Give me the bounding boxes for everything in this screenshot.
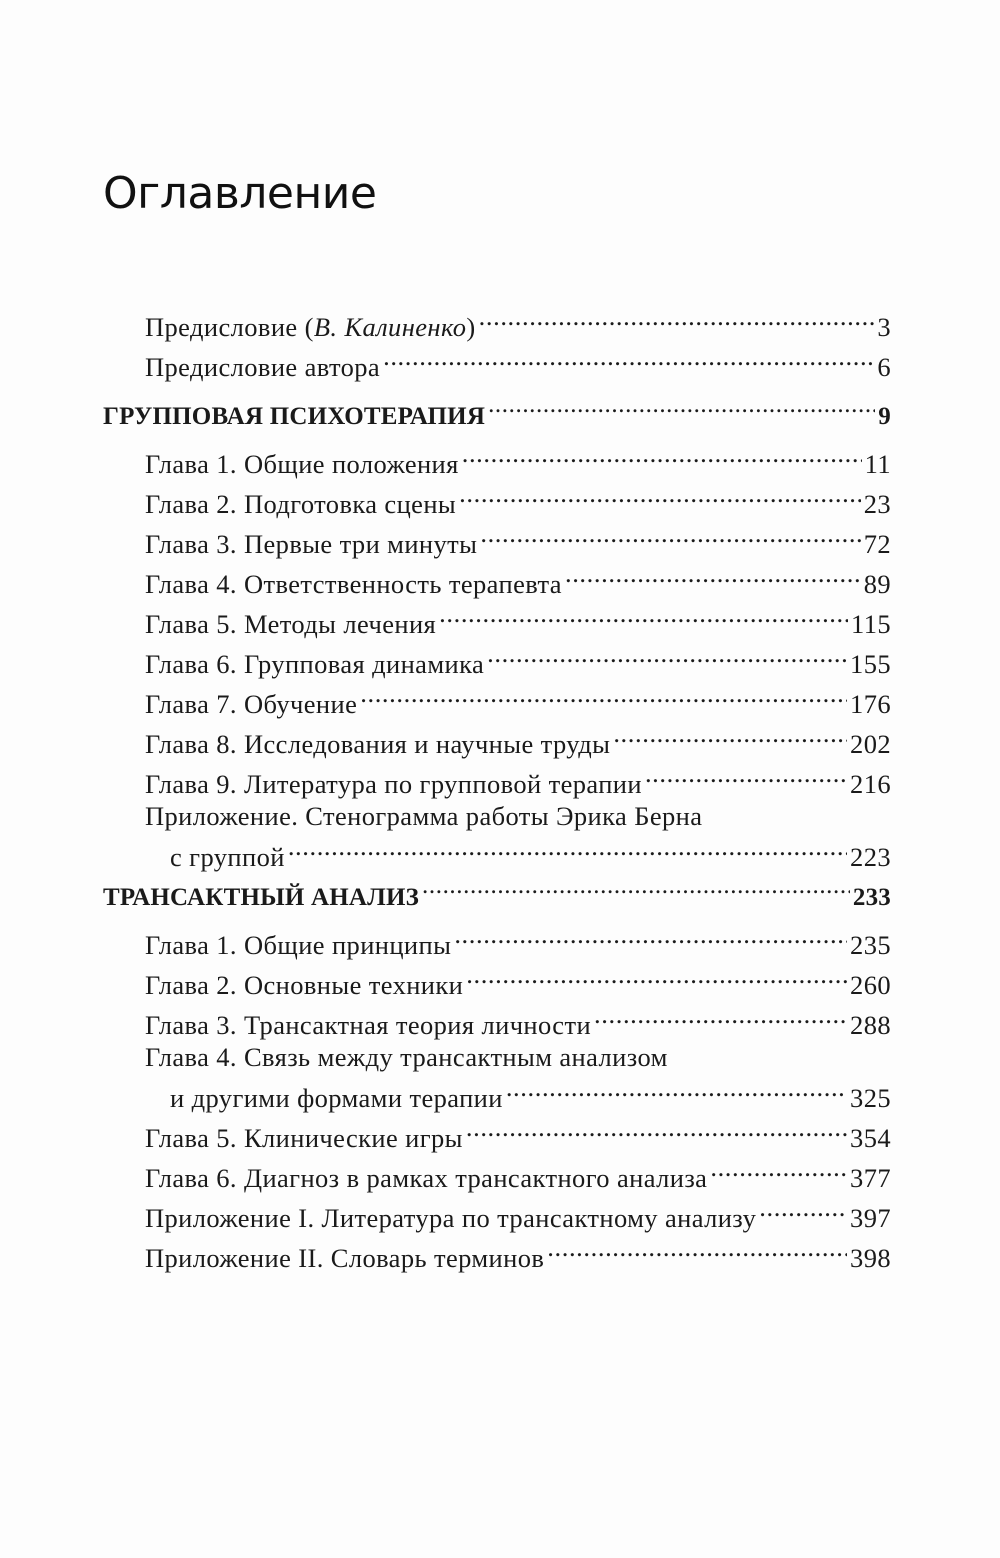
- dot-leader: [565, 559, 861, 593]
- dot-leader: [759, 1193, 847, 1227]
- dot-leader: [613, 719, 847, 753]
- toc-entry-label: и другими формами терапии: [170, 1083, 503, 1113]
- dot-leader: [466, 960, 847, 994]
- toc-entry-label: Предисловие (В. Калиненко): [145, 312, 476, 342]
- toc-entry-label: Предисловие автора: [145, 352, 381, 382]
- toc-entry: [145, 1153, 891, 1195]
- toc-page-number: 11: [864, 449, 891, 479]
- dot-leader: [645, 759, 847, 793]
- toc-page-number: 377: [850, 1163, 891, 1193]
- dot-leader: [480, 519, 860, 553]
- toc-part-label: ГРУППОВАЯ ПСИХОТЕРАПИЯ: [103, 403, 486, 430]
- toc-entry: [145, 439, 891, 481]
- page-title: Оглавление: [103, 168, 377, 219]
- dot-leader: [466, 1113, 847, 1147]
- dot-leader: [547, 1233, 847, 1267]
- toc-page-number: 115: [851, 609, 891, 639]
- dot-leader: [454, 920, 847, 954]
- toc-entry-label: Глава 1. Общие положения: [145, 449, 459, 479]
- toc-entry: [145, 1233, 891, 1275]
- toc-page-number: 288: [850, 1010, 891, 1040]
- toc-page-number: 23: [863, 489, 891, 519]
- toc-page-number: 72: [863, 529, 891, 559]
- toc-entry-preface-author: [145, 342, 891, 384]
- toc-entry: [145, 1000, 891, 1042]
- toc-page-number: 176: [850, 689, 891, 719]
- dot-leader: [422, 871, 850, 905]
- toc-entry: [145, 719, 891, 761]
- toc-entry-label: Глава 4. Ответственность терапевта: [145, 569, 562, 599]
- toc-entry: [145, 1113, 891, 1155]
- toc-entry-line1: Приложение. Стенограмма работы Эрика Берна: [145, 801, 703, 831]
- toc-entry-label: Глава 2. Основные техники: [145, 970, 464, 1000]
- dot-leader: [383, 342, 874, 376]
- dot-leader: [439, 599, 848, 633]
- toc-entry-continuation: [170, 1073, 891, 1115]
- toc-page-number: 89: [863, 569, 891, 599]
- toc-entry-label: Глава 6. Диагноз в рамках трансактного анализа: [145, 1163, 708, 1193]
- toc-entry: [145, 1193, 891, 1235]
- dot-leader: [488, 390, 875, 424]
- toc-entry-label: Глава 1. Общие принципы: [145, 930, 452, 960]
- dot-leader: [594, 1000, 847, 1034]
- toc-entry: [145, 479, 891, 521]
- toc-entry: [145, 519, 891, 561]
- toc-entry-label: Глава 5. Клинические игры: [145, 1123, 463, 1153]
- toc-page-number: 155: [850, 649, 891, 679]
- toc-entry-label: Глава 9. Литература по групповой терапии: [145, 769, 642, 799]
- toc-page-number: 233: [852, 884, 891, 911]
- dot-leader: [459, 479, 861, 513]
- toc-entry-label: Глава 5. Методы лечения: [145, 609, 437, 639]
- toc-page-number: 216: [850, 769, 891, 799]
- toc-page-number: 260: [850, 970, 891, 1000]
- toc-entry-label: Глава 3. Первые три минуты: [145, 529, 478, 559]
- toc-entry-label: Глава 7. Обучение: [145, 689, 358, 719]
- toc-entry-label: Глава 8. Исследования и научные труды: [145, 729, 611, 759]
- toc-part-transactional-analysis: [103, 871, 891, 915]
- toc-page-number: 223: [850, 842, 891, 872]
- toc-entry-label: Приложение II. Словарь терминов: [145, 1243, 545, 1273]
- dot-leader: [479, 302, 875, 336]
- toc-entry-label: Глава 2. Подготовка сцены: [145, 489, 457, 519]
- toc-page-number: 9: [878, 403, 891, 430]
- toc-entry: [145, 960, 891, 1002]
- toc-page-number: 3: [877, 312, 891, 342]
- toc-entry-label: Глава 3. Трансактная теория личности: [145, 1010, 592, 1040]
- toc-page-number: 6: [877, 352, 891, 382]
- toc-entry: [145, 599, 891, 641]
- dot-leader: [360, 679, 847, 713]
- dot-leader: [506, 1073, 847, 1107]
- toc-page-number: 325: [850, 1083, 891, 1113]
- toc-entry-line1: Глава 4. Связь между трансактным анализом: [145, 1042, 668, 1072]
- toc-entry-continuation: [170, 832, 891, 874]
- toc-entry: [145, 759, 891, 801]
- dot-leader: [710, 1153, 847, 1187]
- toc-entry: [145, 639, 891, 681]
- toc-entry-preface-translator: [145, 302, 891, 344]
- toc-part-group-therapy: [103, 390, 891, 434]
- dot-leader: [487, 639, 847, 673]
- toc-entry: [145, 920, 891, 962]
- dot-leader: [462, 439, 862, 473]
- toc-page-number: 398: [850, 1243, 891, 1273]
- toc-entry-label: с группой: [170, 842, 285, 872]
- toc-page-number: 397: [850, 1203, 891, 1233]
- toc-page-number: 235: [850, 930, 891, 960]
- toc-entry: [145, 679, 891, 721]
- toc-part-label: ТРАНСАКТНЫЙ АНАЛИЗ: [103, 884, 420, 911]
- toc-page-number: 202: [850, 729, 891, 759]
- toc-entry-label: Глава 6. Групповая динамика: [145, 649, 485, 679]
- toc-entry: [145, 559, 891, 601]
- dot-leader: [288, 832, 847, 866]
- toc-entry-label: Приложение I. Литература по трансактному анализу: [145, 1203, 757, 1233]
- toc-page-number: 354: [850, 1123, 891, 1153]
